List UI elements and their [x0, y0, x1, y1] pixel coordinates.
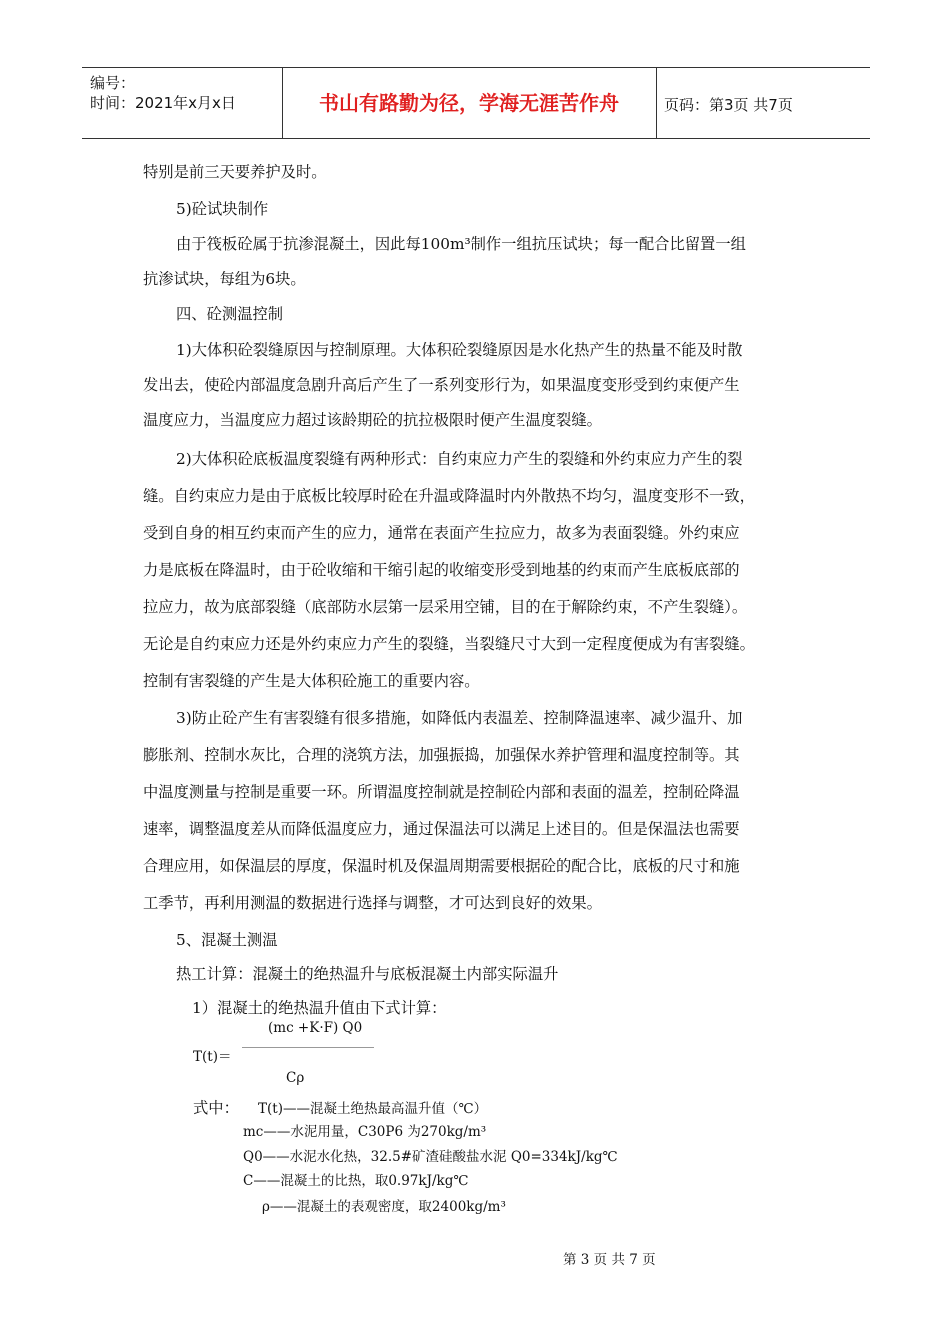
- header-meta-cell: [82, 68, 283, 138]
- text-line: 1)大体积砼裂缝原因与控制原理。大体积砼裂缝原因是水化热产生的热量不能及时散: [176, 341, 743, 359]
- text-line: 膨胀剂、控制水灰比，合理的浇筑方法，加强振捣，加强保水养护管理和温度控制等。其: [143, 746, 740, 764]
- text-line: 受到自身的相互约束而产生的应力，通常在表面产生拉应力，故多为表面裂缝。外约束应: [143, 524, 740, 542]
- text-line: 2)大体积砼底板温度裂缝有两种形式：自约束应力产生的裂缝和外约束应力产生的裂: [176, 450, 743, 468]
- text-line: 合理应用，如保温层的厚度，保温时机及保温周期需要根据砼的配合比，底板的尺寸和施: [143, 857, 740, 875]
- formula-numerator: (mc +K·F) Q0: [268, 1020, 363, 1036]
- date-label: 时间：2021年x月x日: [90, 94, 236, 112]
- text-line: 力是底板在降温时，由于砼收缩和干缩引起的收缩变形受到地基的约束而产生底板底部的: [143, 561, 740, 579]
- text-line: 速率，调整温度差从而降低温度应力，通过保温法可以满足上述目的。但是保温法也需要: [143, 820, 740, 838]
- variable-definition: T(t)——混凝土绝热最高温升值（℃）: [258, 1101, 488, 1117]
- section-heading: 5、混凝土测温: [176, 931, 278, 949]
- text-line: 拉应力，故为底部裂缝（底部防水层第一层采用空铺，目的在于解除约束，不产生裂缝）。: [143, 598, 748, 616]
- variable-definition: mc——水泥用量，C30P6 为270kg/m³: [243, 1124, 487, 1140]
- section-heading: 5)砼试块制作: [176, 200, 269, 218]
- text-line: 由于筏板砼属于抗渗混凝土，因此每100m³制作一组抗压试块；每一配合比留置一组: [176, 235, 746, 253]
- text-line: 控制有害裂缝的产生是大体积砼施工的重要内容。: [143, 672, 480, 690]
- where-label: 式中：: [193, 1099, 239, 1117]
- number-label: 编号：: [90, 74, 136, 92]
- text-line: 无论是自约束应力还是外约束应力产生的裂缝，当裂缝尺寸大到一定程度便成为有害裂缝。: [143, 635, 755, 653]
- text-line: 热工计算：混凝土的绝热温升与底板混凝土内部实际温升: [176, 965, 559, 983]
- text-line: 发出去，使砼内部温度急剧升高后产生了一系列变形行为，如果温度变形受到约束便产生: [143, 376, 740, 394]
- text-line: 温度应力，当温度应力超过该龄期砼的抗拉极限时便产生温度裂缝。: [143, 411, 602, 429]
- text-line: 特别是前三天要养护及时。: [143, 163, 327, 181]
- text-line: 抗渗试块，每组为6块。: [143, 270, 306, 288]
- text-line: 中温度测量与控制是重要一环。所谓温度控制就是控制砼内部和表面的温差，控制砼降温: [143, 783, 740, 801]
- variable-definition: Q0——水泥水化热，32.5#矿渣硅酸盐水泥 Q0=334kJ/kg℃: [243, 1149, 618, 1165]
- page-footer: 第 3 页 共 7 页: [563, 1252, 656, 1268]
- text-line: 工季节，再利用测温的数据进行选择与调整，才可达到良好的效果。: [143, 894, 602, 912]
- variable-definition: ρ——混凝土的表观密度，取2400kg/m³: [262, 1199, 506, 1215]
- text-line: 3)防止砼产生有害裂缝有很多措施，如降低内表温差、控制降温速率、减少温升、加: [176, 709, 743, 727]
- text-line: 缝。自约束应力是由于底板比较厚时砼在升温或降温时内外散热不均匀，温度变形不一致，: [143, 487, 755, 505]
- header-page-label: 页码：第3页 共7页: [664, 96, 793, 114]
- text-line: 1）混凝土的绝热温升值由下式计算：: [192, 999, 447, 1017]
- section-heading: 四、砼测温控制: [176, 305, 284, 323]
- header-table: [82, 67, 870, 139]
- formula-lhs: T(t)＝: [193, 1049, 232, 1065]
- header-motto: 书山有路勤为径，学海无涯苦作舟: [282, 68, 657, 138]
- formula-denominator: Cρ: [286, 1070, 305, 1086]
- fraction-bar: [242, 1047, 374, 1048]
- variable-definition: C——混凝土的比热，取0.97kJ/kg℃: [243, 1173, 469, 1189]
